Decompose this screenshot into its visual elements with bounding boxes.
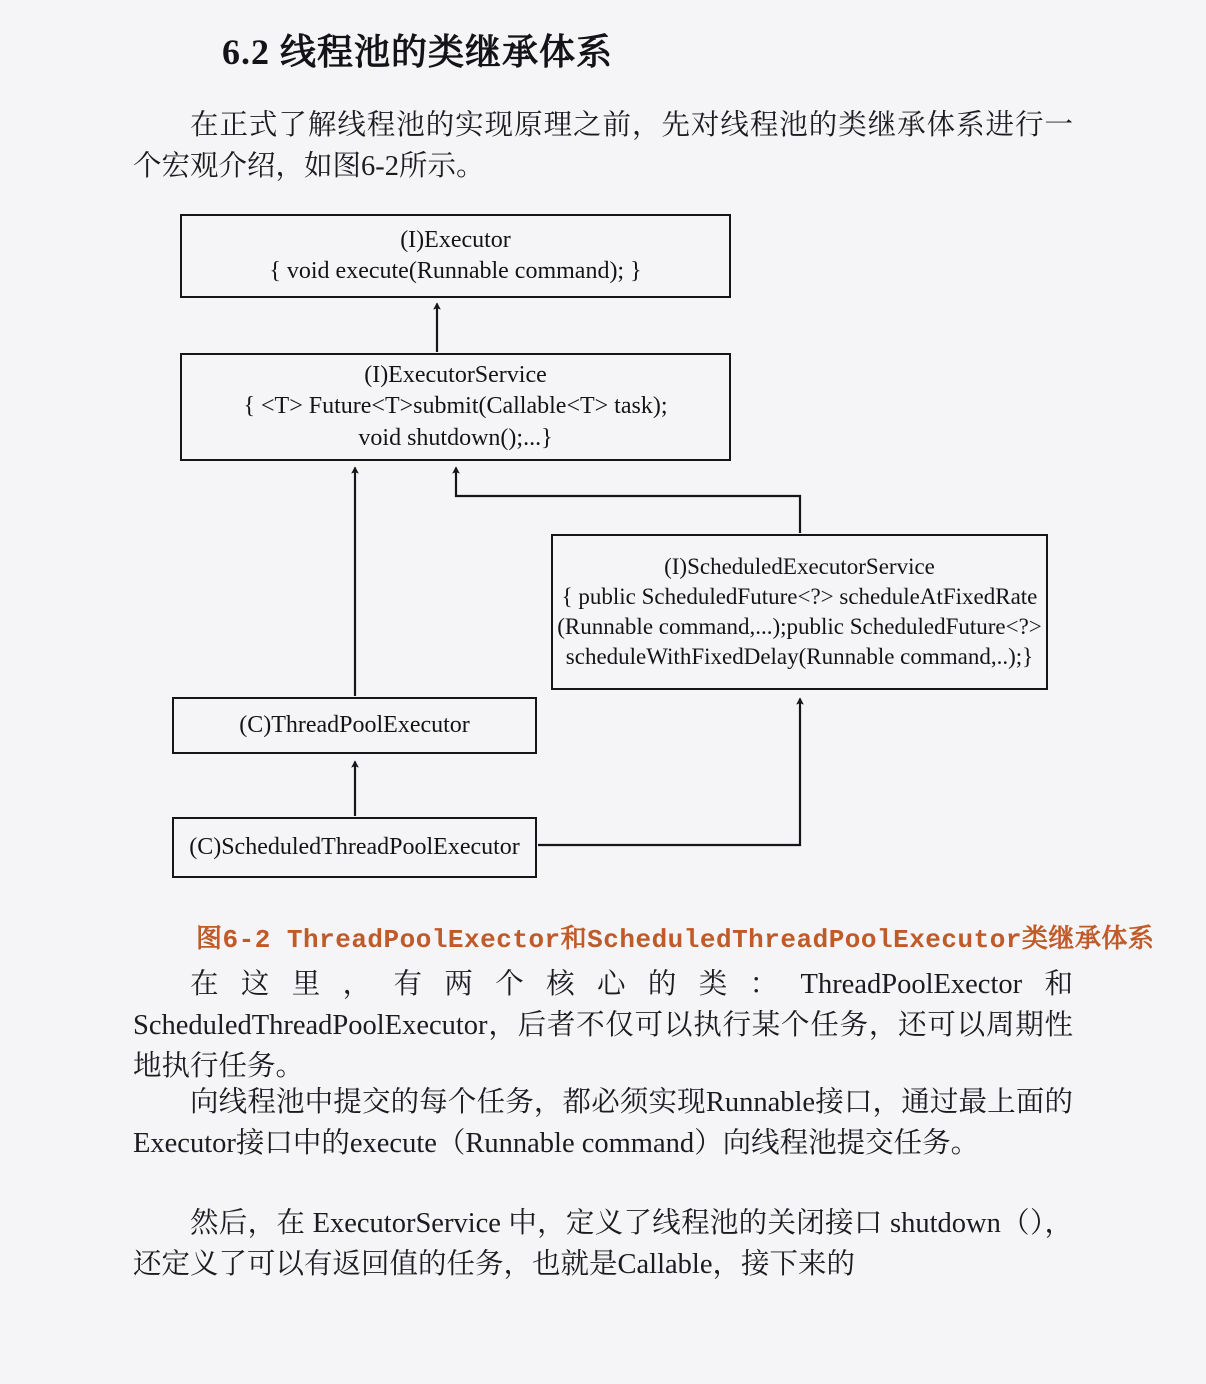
figure-caption: 图6-2 ThreadPoolExector和ScheduledThreadPoolExecutor类继承体系: [196, 925, 1155, 955]
edge-scheduledthreadpoolexecutor-to-scheduledexecutorservice: [538, 699, 800, 846]
body-paragraph-3: 然后，在 ExecutorService 中，定义了线程池的关闭接口 shutdown（），还定义了可以有返回值的任务，也就是Callable，接下来的: [133, 1208, 1073, 1280]
diagram-node-executor: [180, 214, 731, 298]
node-scheduled-executor-service-line-3: (Runnable command,...);public ScheduledFuture<?>: [557, 614, 1042, 639]
diagram-node-executor-service: [180, 353, 731, 461]
page-title: 6.2 线程池的类继承体系: [222, 32, 614, 72]
node-scheduled-executor-service-line-1: (I)ScheduledExecutorService: [664, 554, 935, 580]
node-executor-line-2: { void execute(Runnable command); }: [269, 258, 642, 284]
intro-paragraph: 在正式了解线程池的实现原理之前，先对线程池的类继承体系进行一个宏观介绍，如图6-2所示。: [133, 110, 1073, 182]
diagram-node-thread-pool-executor: [172, 697, 537, 754]
node-scheduled-executor-service-line-2: { public ScheduledFuture<?> scheduleAtFixedRate: [561, 584, 1038, 610]
node-executor-line-1: (I)Executor: [400, 226, 511, 253]
node-thread-pool-executor-label: (C)ThreadPoolExecutor: [239, 711, 470, 738]
diagram-node-scheduled-thread-pool-executor: [172, 817, 537, 878]
node-executor-service-line-2: { <T> Future<T>submit(Callable<T> task);: [243, 393, 668, 420]
diagram-node-scheduled-executor-service: [551, 534, 1048, 690]
node-scheduled-thread-pool-executor-label: (C)ScheduledThreadPoolExecutor: [189, 833, 520, 860]
node-scheduled-executor-service-line-4: scheduleWithFixedDelay(Runnable command,..);}: [565, 643, 1034, 669]
body-paragraph-1: 在这里，有两个核心的类：ThreadPoolExector和ScheduledThreadPoolExecutor，后者不仅可以执行某个任务，还可以周期性地执行任务。: [133, 969, 1073, 1082]
edge-scheduledexecutorservice-to-executorservice: [456, 468, 800, 534]
node-executor-service-line-1: (I)ExecutorService: [364, 362, 547, 389]
body-paragraph-2: 向线程池中提交的每个任务，都必须实现Runnable接口，通过最上面的Executor接口中的execute（Runnable command）向线程池提交任务。: [133, 1087, 1073, 1159]
node-executor-service-line-3: void shutdown();...}: [358, 424, 553, 451]
